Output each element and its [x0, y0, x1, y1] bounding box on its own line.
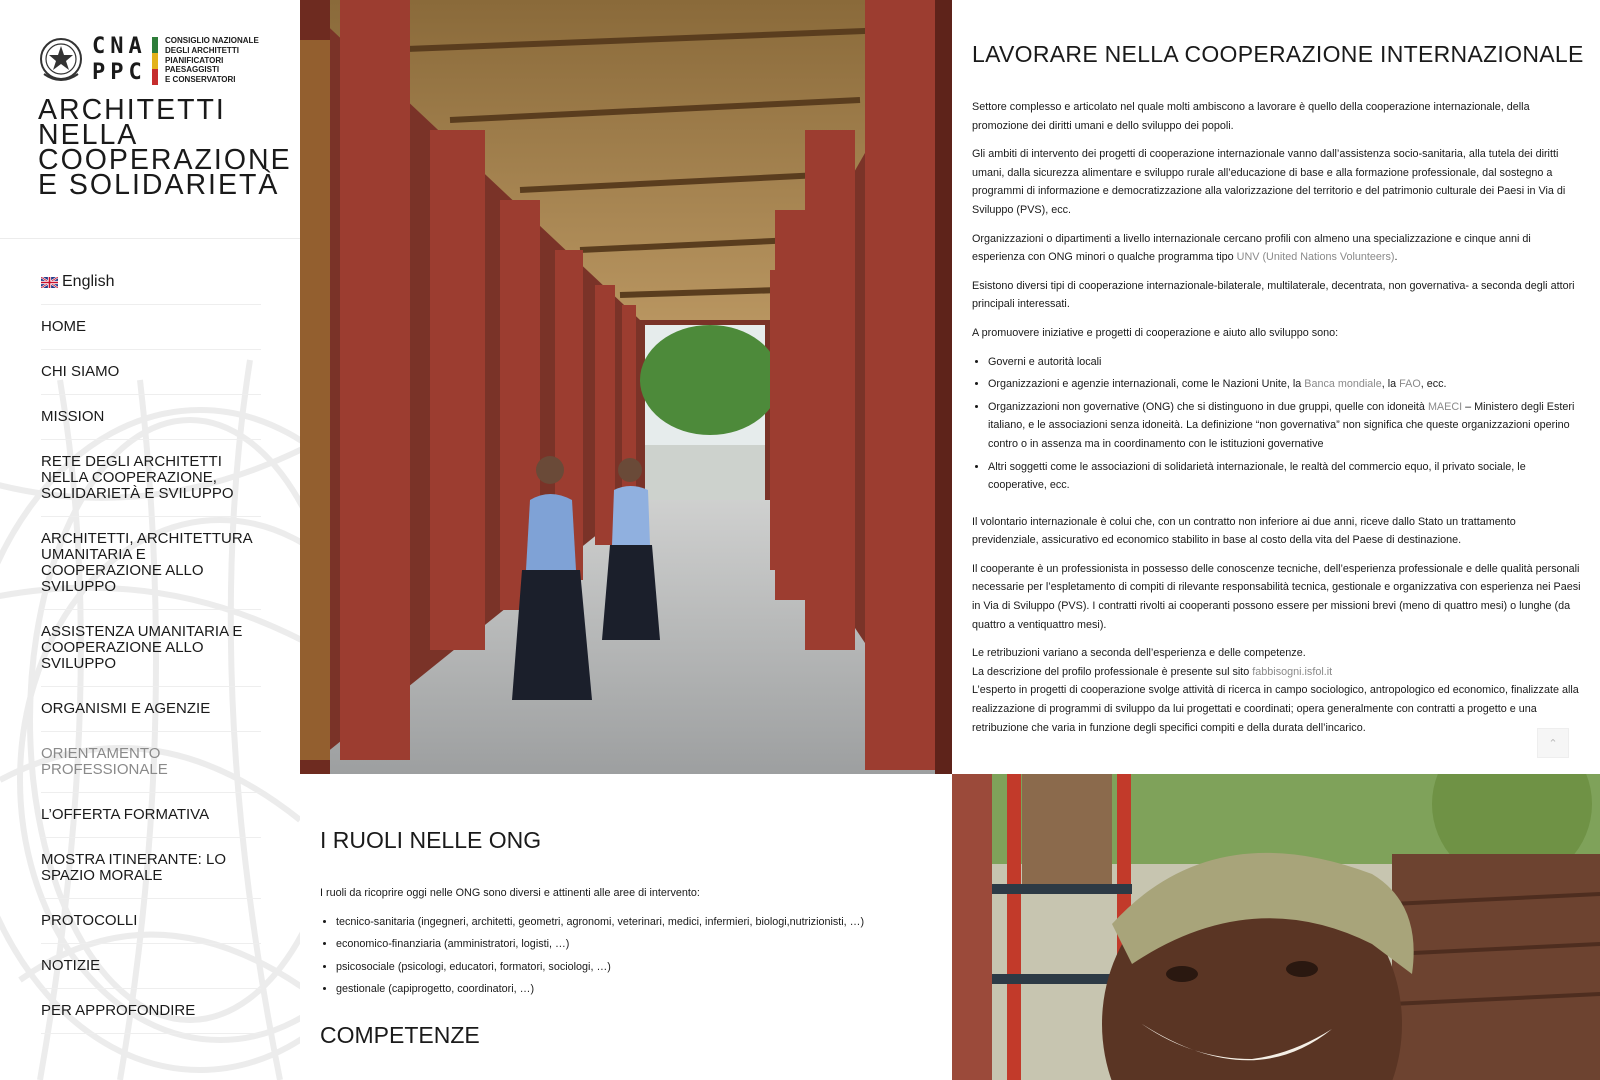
cnappc-logo[interactable]: [38, 34, 268, 90]
language-switcher-english[interactable]: [41, 260, 261, 305]
intro-paragraph-7: Il cooperante è un professionista in possesso delle conoscenze tecniche, dell’esperienza professionale e delle qualità personali necessarie per l’espletamento di compiti di rilevante responsabilità tecnica, gestionale e organizzativa con esperienza nei Paesi in Via di Sviluppo (PVS). I contratti rivolti ai cooperanti possono essere per missioni brevi (meno di quattro mesi) o lunghe (da quattro a ventiquattro mesi).: [972, 562, 1581, 631]
text: , ecc.: [1420, 378, 1447, 391]
sidebar: [0, 0, 300, 1080]
intro-article: [972, 40, 1584, 747]
text: Le retribuzioni variano a seconda dell’esperienza e delle competenze.: [972, 647, 1306, 660]
logo-acronym-line1: CNA: [92, 34, 147, 59]
council-line: DEGLI ARCHITETTI: [165, 45, 239, 55]
smiling-woman-photo: [952, 774, 1600, 1080]
nav-protocolli[interactable]: PROTOCOLLI: [41, 899, 261, 944]
banca-mondiale-link[interactable]: Banca mondiale: [1304, 378, 1382, 391]
council-line: CONSIGLIO NAZIONALE: [165, 36, 259, 45]
logo-bar-green: [152, 37, 158, 53]
site-title-line: COOPERAZIONE: [38, 144, 292, 176]
school-corridor-photo: [300, 0, 952, 774]
list-item: • gestionale (capiprogetto, coordinatori, …): [336, 980, 940, 999]
promoters-list: [988, 353, 1584, 495]
back-to-top-button[interactable]: [1537, 728, 1569, 758]
unv-link[interactable]: UNV (United Nations Volunteers): [1236, 251, 1395, 264]
council-line: PAESAGGISTI: [165, 65, 220, 75]
intro-paragraph-8: [972, 644, 1584, 737]
roles-list: [336, 913, 940, 999]
list-item: • Altri soggetti come le associazioni di solidarietà internazionale, le realtà del commercio equo, il privato sociale, le cooperative, ecc.: [988, 458, 1584, 495]
uk-flag-icon: [41, 277, 58, 288]
chevron-up-icon: ⌃: [1548, 737, 1558, 750]
logo-acronym-line2: PPC: [92, 60, 147, 85]
site-title[interactable]: [38, 94, 292, 201]
site-title-line: E SOLIDARIETÀ: [38, 169, 280, 201]
logo-council-name: [165, 36, 275, 85]
text: .: [1394, 251, 1398, 264]
maeci-link[interactable]: MAECI: [1427, 400, 1463, 413]
fao-link[interactable]: FAO: [1399, 378, 1421, 391]
nav-organismi-agenzie[interactable]: ORGANISMI E AGENZIE: [41, 687, 261, 732]
nav-notizie[interactable]: NOTIZIE: [41, 944, 261, 989]
language-label: English: [62, 273, 115, 290]
isfol-link[interactable]: fabbisogni.isfol.it: [1252, 665, 1333, 678]
competenze-title: COMPETENZE: [320, 1021, 480, 1048]
nav-mostra-itinerante[interactable]: MOSTRA ITINERANTE: LO SPAZIO MORALE: [41, 838, 261, 899]
nav-assistenza-umanitaria[interactable]: ASSISTENZA UMANITARIA E COOPERAZIONE ALLO SVILUPPO: [41, 610, 261, 687]
nav-home[interactable]: HOME: [41, 305, 261, 350]
site-title-line: ARCHITETTI: [38, 94, 226, 126]
intro-title: LAVORARE NELLA COOPERAZIONE INTERNAZIONALE: [972, 41, 1584, 67]
nav-rete-architetti[interactable]: RETE DEGLI ARCHITETTI NELLA COOPERAZIONE, SOLIDARIETÀ E SVILUPPO: [41, 440, 261, 517]
text: Organizzazioni e agenzie internazionali, come le Nazioni Unite, la: [988, 378, 1305, 391]
intro-paragraph-4: Esistono diversi tipi di cooperazione internazionale-bilaterale, multilaterale, decentrata, non governativa- a seconda degli attori principali interessati.: [972, 279, 1575, 311]
nav-orientamento-professionale[interactable]: ORIENTAMENTO PROFESSIONALE: [41, 732, 261, 793]
site-title-line: NELLA: [38, 119, 139, 151]
text: L’esperto in progetti di cooperazione svolge attività di ricerca in campo sociologico, antropologico ed economico, finalizzate alla realizzazione di programmi di sviluppo da lui progettati e coordinati; opera generalmente con contratti a progetto e una retribuzione che varia in funzione degli specifici compiti e della durata dell’incarico.: [972, 684, 1579, 734]
logo-bar-red: [152, 69, 158, 85]
nav-mission[interactable]: MISSION: [41, 395, 261, 440]
nav-offerta-formativa[interactable]: L’OFFERTA FORMATIVA: [41, 793, 261, 838]
list-item: • psicosociale (psicologi, educatori, formatori, sociologi, …): [336, 958, 940, 977]
italian-republic-emblem-icon: [38, 34, 84, 86]
logo-bar-yellow: [152, 53, 158, 69]
list-item: [988, 375, 1584, 394]
intro-paragraph-3: [972, 230, 1584, 267]
intro-paragraph-2: Gli ambiti di intervento dei progetti di cooperazione internazionale vanno dall’assistenza socio-sanitaria, alla tutela dei diritti umani, dalla sicurezza alimentare e sviluppo rurale all’educazione di base e alla formazione professionale, dal sostegno a programmi di informazione e democratizzazione alla valorizzazione del territorio e del patrimonio culturale dei Paesi in Via di Sviluppo (PVS), ecc.: [972, 148, 1566, 216]
roles-intro: I ruoli da ricoprire oggi nelle ONG sono diversi e attinenti alle aree di intervento:: [320, 887, 700, 899]
text: La descrizione del profilo professionale è presente sul sito: [972, 665, 1253, 678]
text: Organizzazioni o dipartimenti a livello internazionale cercano profili con almeno una specializzazione e cinque anni di esperienza con ONG minori o qualche programma tipo: [972, 232, 1531, 264]
roles-title: I RUOLI NELLE ONG: [320, 827, 542, 853]
intro-paragraph-6: Il volontario internazionale è colui che, con un contratto non inferiore ai due anni, riceve dallo Stato un trattamento previdenziale, assicurativo ed economico stabilito in base al costo della vita del Paese di destinazione.: [972, 515, 1516, 547]
list-item: • tecnico-sanitaria (ingegneri, architetti, geometri, agronomi, veterinari, medici, infermieri, biologi,nutrizionisti, …): [336, 913, 940, 932]
ngo-roles-section: [320, 826, 940, 1049]
nav-architettura-umanitaria[interactable]: ARCHITETTI, ARCHITETTURA UMANITARIA E COOPERAZIONE ALLO SVILUPPO: [41, 517, 261, 610]
main-nav: [41, 260, 261, 1034]
logo-color-bar: [152, 37, 158, 85]
list-item: • economico-finanziaria (amministratori, logisti, …): [336, 935, 940, 954]
text: – Ministero degli Esteri italiano, e le associazioni senza idoneità. La definizione “non governativa” non significa che queste organizzazioni operino contro o in assenza ma in coordinamento con le istituzioni governative: [988, 400, 1575, 450]
intro-paragraph-5: A promuovere iniziative e progetti di cooperazione e aiuto allo sviluppo sono:: [972, 326, 1339, 339]
text: Organizzazioni non governative (ONG) che si distinguono in due gruppi, quelle con idoneità: [988, 400, 1428, 413]
nav-per-approfondire[interactable]: PER APPROFONDIRE: [41, 989, 261, 1034]
logo-acronym: [92, 34, 154, 86]
list-item: [988, 398, 1584, 454]
council-line: PIANIFICATORI: [165, 55, 224, 65]
text: , la: [1381, 378, 1400, 391]
council-line: E CONSERVATORI: [165, 75, 236, 85]
sidebar-divider: [0, 238, 300, 239]
list-item: • Governi e autorità locali: [988, 353, 1584, 372]
nav-chi-siamo[interactable]: CHI SIAMO: [41, 350, 261, 395]
intro-paragraph-1: Settore complesso e articolato nel quale molti ambiscono a lavorare è quello della cooperazione internazionale, della promozione dei diritti umani e dello sviluppo dei popoli.: [972, 101, 1530, 132]
